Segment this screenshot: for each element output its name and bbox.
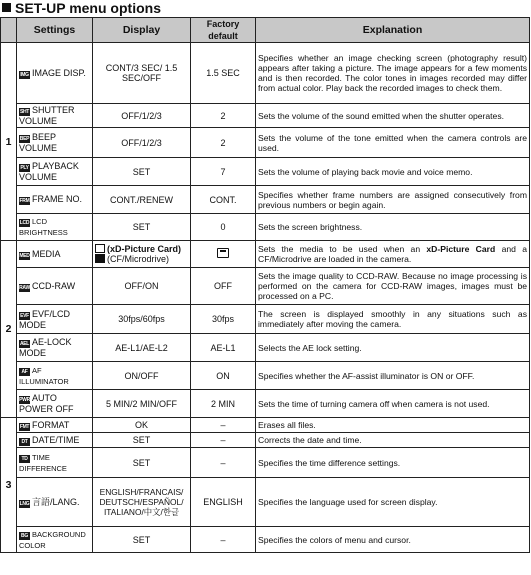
default-cell: – bbox=[191, 527, 256, 553]
default-cell: – bbox=[191, 433, 256, 448]
header-display: Display bbox=[93, 18, 191, 43]
explanation-bold-part: xD-Picture Card bbox=[426, 244, 496, 254]
setting-cell bbox=[17, 334, 93, 362]
default-cell: ON bbox=[191, 362, 256, 390]
setting-cell bbox=[17, 433, 93, 448]
frame-number-icon: FRM bbox=[19, 198, 30, 204]
evf-lcd-icon: EVF bbox=[20, 312, 29, 319]
display-cell: SET bbox=[93, 433, 191, 448]
display-cell: 30fps/60fps bbox=[93, 305, 191, 334]
explanation-cell bbox=[256, 241, 530, 268]
explanation-cell: The screen is displayed smoothly in any situations such as immediately after moving the camera. bbox=[256, 305, 530, 334]
setting-name: PLAYBACK VOLUME bbox=[19, 161, 79, 182]
display-cell: OK bbox=[93, 418, 191, 433]
media-icon: MED bbox=[19, 252, 30, 259]
setting-cell bbox=[17, 241, 93, 268]
beep-volume-icon: BEP bbox=[19, 136, 30, 142]
table-row bbox=[1, 418, 530, 433]
display-cell: 5 MIN/2 MIN/OFF bbox=[93, 390, 191, 418]
setting-name: AUTO POWER OFF bbox=[19, 393, 74, 414]
media-option-cf bbox=[95, 254, 188, 264]
setup-options-table bbox=[0, 17, 530, 553]
square-bullet-icon bbox=[2, 3, 11, 12]
display-cell: ENGLISH/FRANCAIS/ DEUTSCH/ESPAÑOL/ ITALIANO/中文/한글 bbox=[93, 478, 191, 527]
display-cell: SET bbox=[93, 448, 191, 478]
power-icon: PWR bbox=[19, 397, 30, 403]
table-row bbox=[1, 268, 530, 305]
setting-name: SHUTTER VOLUME bbox=[19, 105, 75, 126]
explanation-cell: Corrects the date and time. bbox=[256, 433, 530, 448]
default-cell: 1.5 SEC bbox=[191, 43, 256, 104]
media-option-cf-label: (CF/Microdrive) bbox=[107, 254, 169, 264]
default-cell: 7 bbox=[191, 158, 256, 186]
setting-cell bbox=[17, 158, 93, 186]
display-cell: OFF/1/2/3 bbox=[93, 104, 191, 128]
table-row bbox=[1, 478, 530, 527]
setting-name: EVF/LCD MODE bbox=[19, 308, 71, 330]
table-row bbox=[1, 527, 530, 553]
header-factory-default: Factory default bbox=[191, 18, 256, 43]
setting-cell bbox=[17, 268, 93, 305]
table-row bbox=[1, 43, 530, 104]
ccd-raw-icon: RAW bbox=[19, 284, 30, 291]
display-cell: CONT/3 SEC/ 1.5 SEC/OFF bbox=[93, 43, 191, 104]
setting-cell bbox=[17, 448, 93, 478]
default-cell: 30fps bbox=[191, 305, 256, 334]
lcd-brightness-icon: LCD bbox=[19, 220, 30, 226]
header-group bbox=[1, 18, 17, 43]
table-row bbox=[1, 186, 530, 214]
playback-volume-icon: PLY bbox=[20, 165, 29, 171]
time-difference-icon: TD bbox=[19, 455, 30, 463]
setting-cell bbox=[17, 418, 93, 433]
background-color-icon: BG bbox=[19, 532, 30, 540]
group-number-2: 2 bbox=[1, 241, 17, 418]
setting-cell bbox=[17, 362, 93, 390]
page-title-text: SET-UP menu options bbox=[15, 0, 161, 16]
xd-card-icon bbox=[95, 244, 105, 253]
setting-name: AE-LOCK MODE bbox=[19, 337, 72, 358]
default-cell: 2 bbox=[191, 128, 256, 158]
explanation-cell: Selects the AE lock setting. bbox=[256, 334, 530, 362]
setting-cell bbox=[17, 104, 93, 128]
default-cell: OFF bbox=[191, 268, 256, 305]
explanation-cell: Specifies the language used for screen display. bbox=[256, 478, 530, 527]
default-cell: CONT. bbox=[191, 186, 256, 214]
setting-name: MEDIA bbox=[32, 248, 61, 259]
setting-name: BEEP VOLUME bbox=[19, 132, 58, 153]
display-cell: SET bbox=[93, 214, 191, 241]
display-cell: OFF/1/2/3 bbox=[93, 128, 191, 158]
explanation-cell: Erases all files. bbox=[256, 418, 530, 433]
header-explanation: Explanation bbox=[256, 18, 530, 43]
display-cell: AE-L1/AE-L2 bbox=[93, 334, 191, 362]
default-cell: 0 bbox=[191, 214, 256, 241]
default-cell bbox=[191, 241, 256, 268]
setting-cell bbox=[17, 527, 93, 553]
setting-cell bbox=[17, 214, 93, 241]
setting-name: FRAME NO. bbox=[32, 194, 83, 204]
explanation-cell: Sets the time of turning camera off when camera is not used. bbox=[256, 390, 530, 418]
header-settings: Settings bbox=[17, 18, 93, 43]
setting-name: LCD BRIGHTNESS bbox=[19, 217, 68, 237]
image-disp-icon: IMG bbox=[20, 71, 29, 78]
table-row bbox=[1, 433, 530, 448]
display-cell bbox=[93, 241, 191, 268]
date-time-icon: DT bbox=[19, 438, 30, 446]
table-row bbox=[1, 334, 530, 362]
explanation-cell: Specifies the time difference settings. bbox=[256, 448, 530, 478]
default-cell: ENGLISH bbox=[191, 478, 256, 527]
setting-cell bbox=[17, 186, 93, 214]
display-cell: CONT./RENEW bbox=[93, 186, 191, 214]
af-illuminator-icon: AF bbox=[19, 368, 30, 376]
default-cell: 2 bbox=[191, 104, 256, 128]
ae-lock-icon: AEL bbox=[19, 341, 30, 347]
table-row bbox=[1, 214, 530, 241]
explanation-cell: Specifies whether frame numbers are assigned consecutively from previous numbers or begin again. bbox=[256, 186, 530, 214]
table-header-row bbox=[1, 18, 530, 43]
cf-card-icon bbox=[95, 254, 105, 263]
explanation-cell: Sets the screen brightness. bbox=[256, 214, 530, 241]
table-row bbox=[1, 104, 530, 128]
table-row bbox=[1, 390, 530, 418]
explanation-part: and a CF/Microdrive are loaded in the camera. bbox=[258, 244, 527, 264]
explanation-cell: Sets the volume of the tone emitted when the camera controls are used. bbox=[256, 128, 530, 158]
media-option-xd bbox=[95, 244, 188, 254]
setting-cell bbox=[17, 478, 93, 527]
setting-name: AF ILLUMINATOR bbox=[19, 365, 69, 386]
display-cell: SET bbox=[93, 158, 191, 186]
shutter-volume-icon: SHT bbox=[19, 109, 30, 115]
display-cell: SET bbox=[93, 527, 191, 553]
explanation-cell: Sets the image quality to CCD-RAW. Because no image processing is performed on the camera for CCD-RAW images, images must be processed on a PC. bbox=[256, 268, 530, 305]
table-row bbox=[1, 158, 530, 186]
media-option-xd-label: (xD-Picture Card) bbox=[107, 244, 182, 254]
group-number-3: 3 bbox=[1, 418, 17, 553]
default-cell: AE-L1 bbox=[191, 334, 256, 362]
setting-name: DATE/TIME bbox=[32, 434, 80, 445]
setting-name: IMAGE DISP. bbox=[32, 67, 86, 78]
setting-cell bbox=[17, 390, 93, 418]
explanation-cell: Sets the volume of playing back movie and voice memo. bbox=[256, 158, 530, 186]
setting-name: BACKGROUND COLOR bbox=[19, 529, 86, 550]
display-cell: ON/OFF bbox=[93, 362, 191, 390]
group-number-1: 1 bbox=[1, 43, 17, 241]
format-icon: FMT bbox=[19, 423, 30, 430]
table-row bbox=[1, 448, 530, 478]
table-row bbox=[1, 362, 530, 390]
display-cell: OFF/ON bbox=[93, 268, 191, 305]
page-title bbox=[2, 0, 161, 17]
explanation-cell: Specifies whether an image checking screen (photography result) appears after taking a picture. The image appears for a few moments and is then recorded. The color tones in images recorded may differ from actual color. Play back the recorded images to check them. bbox=[256, 43, 530, 104]
explanation-cell: Specifies the colors of menu and cursor. bbox=[256, 527, 530, 553]
setting-name: FORMAT bbox=[32, 419, 70, 430]
table-row bbox=[1, 128, 530, 158]
setting-name: 言語/LANG. bbox=[32, 496, 80, 507]
table-row bbox=[1, 241, 530, 268]
setting-name: CCD-RAW bbox=[32, 280, 76, 291]
explanation-cell: Sets the volume of the sound emitted when the shutter operates. bbox=[256, 104, 530, 128]
setting-cell bbox=[17, 43, 93, 104]
default-cell: – bbox=[191, 448, 256, 478]
xd-card-default-icon bbox=[217, 248, 229, 258]
language-icon: LNG bbox=[19, 500, 30, 507]
explanation-part: Sets the media to be used when an bbox=[258, 244, 427, 254]
default-cell: 2 MIN bbox=[191, 390, 256, 418]
table-row bbox=[1, 305, 530, 334]
setting-name: TIME DIFFERENCE bbox=[19, 452, 67, 473]
default-cell: – bbox=[191, 418, 256, 433]
setting-cell bbox=[17, 305, 93, 334]
setting-cell bbox=[17, 128, 93, 158]
explanation-cell: Specifies whether the AF-assist illuminator is ON or OFF. bbox=[256, 362, 530, 390]
